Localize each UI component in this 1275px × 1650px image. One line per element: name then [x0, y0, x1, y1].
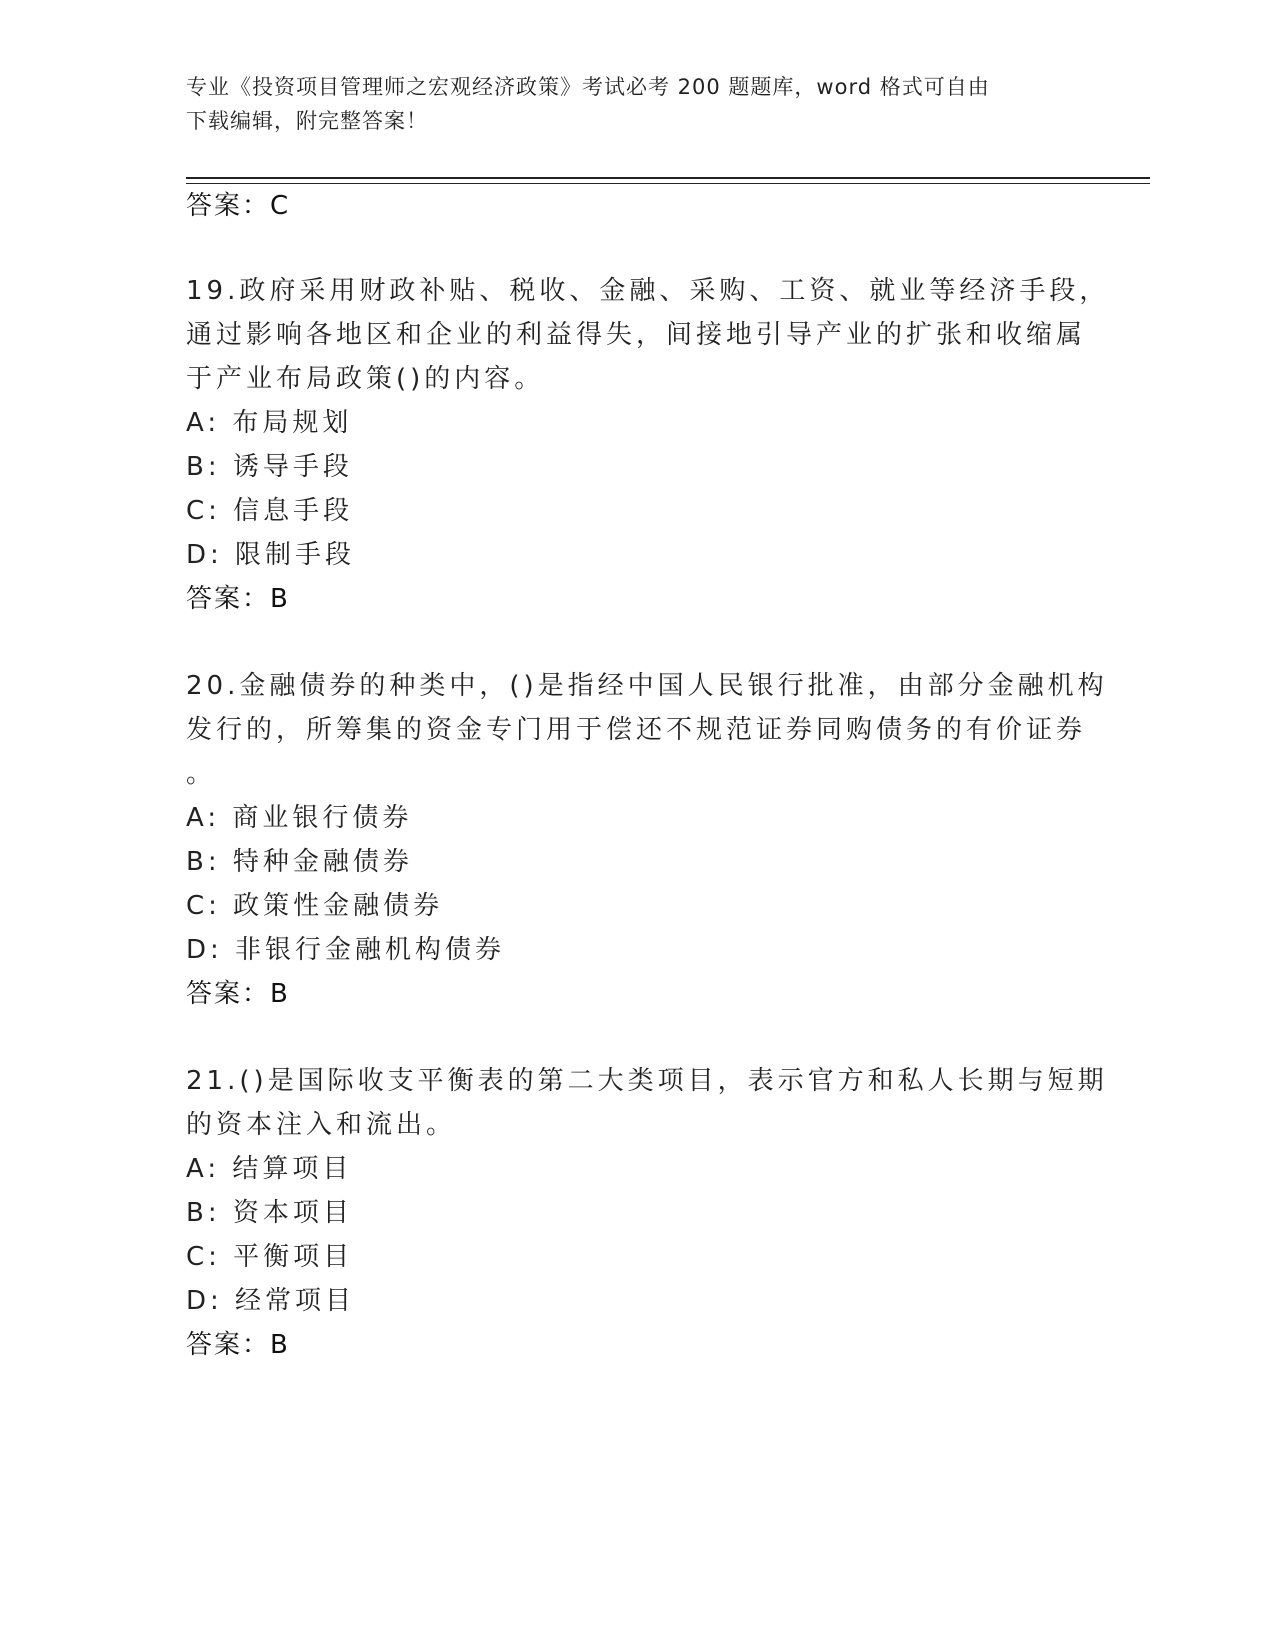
- option-d: D: 非银行金融机构债券: [186, 935, 506, 965]
- option-a: A: 布局规划: [186, 408, 353, 438]
- header-line-1: 专业《投资项目管理师之宏观经济政策》考试必考 200 题题库，word 格式可自由: [186, 75, 990, 99]
- option-a: A: 结算项目: [186, 1154, 353, 1184]
- option-b: B: 诱导手段: [186, 452, 353, 482]
- answer-label: 答案：: [186, 191, 271, 221]
- header-line-2: 下载编辑，附完整答案！: [186, 109, 428, 133]
- answer-label: 答案：: [186, 1330, 271, 1360]
- question-text-line: 19.政府采用财政补贴、税收、金融、采购、工资、就业等经济手段，: [186, 276, 1110, 306]
- answer-value: B: [270, 979, 288, 1009]
- answer-value: B: [270, 584, 288, 614]
- question-text-line: 通过影响各地区和企业的利益得失，间接地引导产业的扩张和收缩属: [186, 320, 1087, 350]
- answer-line: [186, 577, 288, 622]
- answer-line: [186, 184, 288, 229]
- option-a: A: 商业银行债券: [186, 803, 413, 833]
- answer-line: [186, 1323, 288, 1368]
- question-text-line: 21.()是国际收支平衡表的第二大类项目，表示官方和私人长期与短期: [186, 1066, 1108, 1096]
- option-d: D: 经常项目: [186, 1286, 356, 1316]
- option-c: C: 信息手段: [186, 496, 354, 526]
- header-divider-thick: [186, 177, 1150, 179]
- answer-label: 答案：: [186, 979, 271, 1009]
- option-c: C: 政策性金融债券: [186, 891, 444, 921]
- answer-label: 答案：: [186, 584, 271, 614]
- option-b: B: 资本项目: [186, 1198, 353, 1228]
- question-text-line: 发行的，所筹集的资金专门用于偿还不规范证券同购债务的有价证券: [186, 715, 1087, 745]
- option-c: C: 平衡项目: [186, 1242, 354, 1272]
- question-text-line: 于产业布局政策()的内容。: [186, 364, 545, 394]
- option-b: B: 特种金融债券: [186, 847, 413, 877]
- question-text-line: 。: [186, 759, 217, 789]
- answer-value: B: [270, 1330, 288, 1360]
- question-text-line: 20.金融债券的种类中，()是指经中国人民银行批准，由部分金融机构: [186, 671, 1108, 701]
- header-divider-thin: [186, 183, 1150, 184]
- answer-value: C: [270, 191, 289, 221]
- answer-line: [186, 972, 288, 1017]
- question-text-line: 的资本注入和流出。: [186, 1110, 457, 1140]
- document-header: [186, 70, 1086, 138]
- option-d: D: 限制手段: [186, 540, 356, 570]
